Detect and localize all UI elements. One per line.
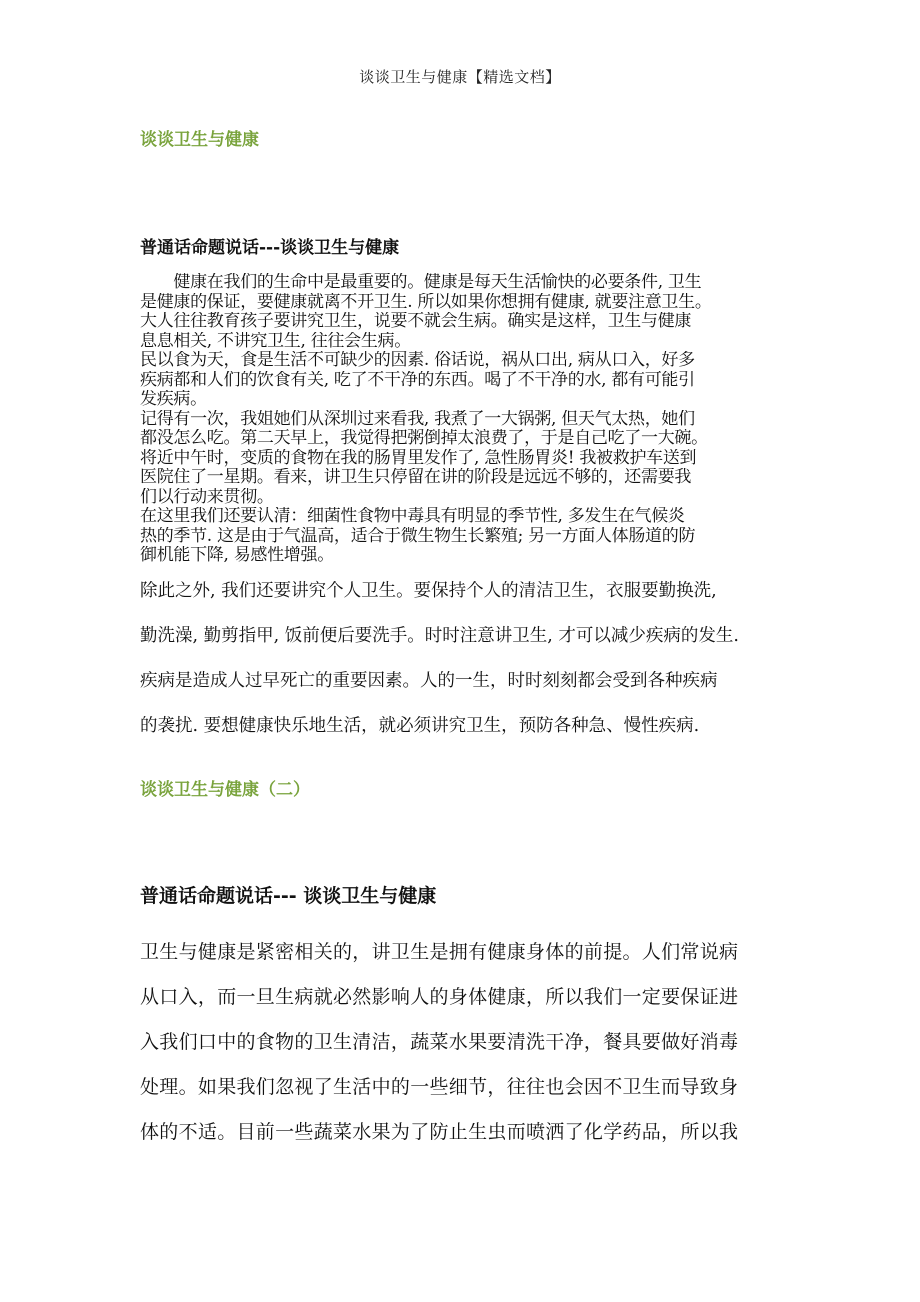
text-line: 疾病是造成人过早死亡的重要因素。人的一生，时时刻刻都会受到各种疾病 <box>140 671 718 691</box>
text-line: 勤洗澡, 勤剪指甲, 饭前便后要洗手。时时注意讲卫生, 才可以减少疾病的发生. <box>140 626 739 646</box>
text-line: 息息相关, 不讲究卫生, 往往会生病。 <box>140 331 411 351</box>
section-title: 谈谈卫生与健康 <box>140 130 259 150</box>
text-line: 将近中午时，变质的食物在我的肠胃里发作了, 急性肠胃炎! 我被救护车送到 <box>140 448 697 468</box>
text-line: 疾病都和人们的饮食有关, 吃了不干净的东西。喝了不干净的水, 都有可能引 <box>140 370 695 390</box>
text-line: 民以食为天，食是生活不可缺少的因素. 俗话说，祸从口出, 病从口入，好多 <box>140 351 695 370</box>
text-line: 御机能下降, 易感性增强。 <box>140 546 334 565</box>
spaced-paragraph-block <box>140 569 785 749</box>
text-line: 医院住了一星期。看来，讲卫生只停留在讲的阶段是远远不够的，还需要我 <box>140 468 692 487</box>
section-subtitle-two: 普通话命题说话--- 谈谈卫生与健康 <box>140 885 437 907</box>
text-line: 从口入，而一旦生病就必然影响人的身体健康，所以我们一定要保证进 <box>140 986 739 1008</box>
text-line: 卫生与健康是紧密相关的，讲卫生是拥有健康身体的前提。人们常说病 <box>140 941 739 963</box>
text-line: 发疾病。 <box>140 390 207 409</box>
text-line: 是健康的保证，要健康就离不开卫生. 所以如果你想拥有健康, 就要注意卫生。 <box>140 292 712 312</box>
text-line: 处理。如果我们忽视了生活中的一些细节，往往也会因不卫生而导致身 <box>140 1076 739 1098</box>
text-line: 在这里我们还要认清：细菌性食物中毒具有明显的季节性, 多发生在气候炎 <box>140 507 685 526</box>
text-line: 入我们口中的食物的卫生清洁，蔬菜水果要清洗干净，餐具要做好消毒 <box>140 1031 739 1053</box>
text-line: 记得有一次，我姐她们从深圳过来看我, 我煮了一大锅粥, 但天气太热，她们 <box>140 409 695 429</box>
text-line: 热的季节. 这是由于气温高，适合于微生物生长繁殖; 另一方面人体肠道的防 <box>140 526 696 546</box>
wide-paragraph-block <box>140 930 785 1155</box>
section-subtitle: 普通话命题说话---谈谈卫生与健康 <box>140 238 400 258</box>
text-line: 们以行动来贯彻。 <box>140 487 274 507</box>
text-line: 健康在我们的生命中是最重要的。健康是每天生活愉快的必要条件, 卫生 <box>140 273 702 292</box>
text-line: 的袭扰. 要想健康快乐地生活，就必须讲究卫生，预防各种急、慢性疾病. <box>140 716 700 736</box>
dense-paragraph-block <box>140 273 785 566</box>
text-line: 除此之外, 我们还要讲究个人卫生。要保持个人的清洁卫生，衣服要勤换洗, <box>140 581 717 601</box>
text-line: 都没怎么吃。第二天早上，我觉得把粥倒掉太浪费了，于是自己吃了一大碗。 <box>140 429 708 448</box>
running-header: 谈谈卫生与健康【精选文档】 <box>359 68 561 86</box>
text-line: 大人往往教育孩子要讲究卫生，说要不就会生病。确实是这样，卫生与健康 <box>140 312 692 331</box>
text-line: 体的不适。目前一些蔬菜水果为了防止生虫而喷洒了化学药品，所以我 <box>140 1121 739 1143</box>
section-title-two: 谈谈卫生与健康（二） <box>140 780 310 800</box>
